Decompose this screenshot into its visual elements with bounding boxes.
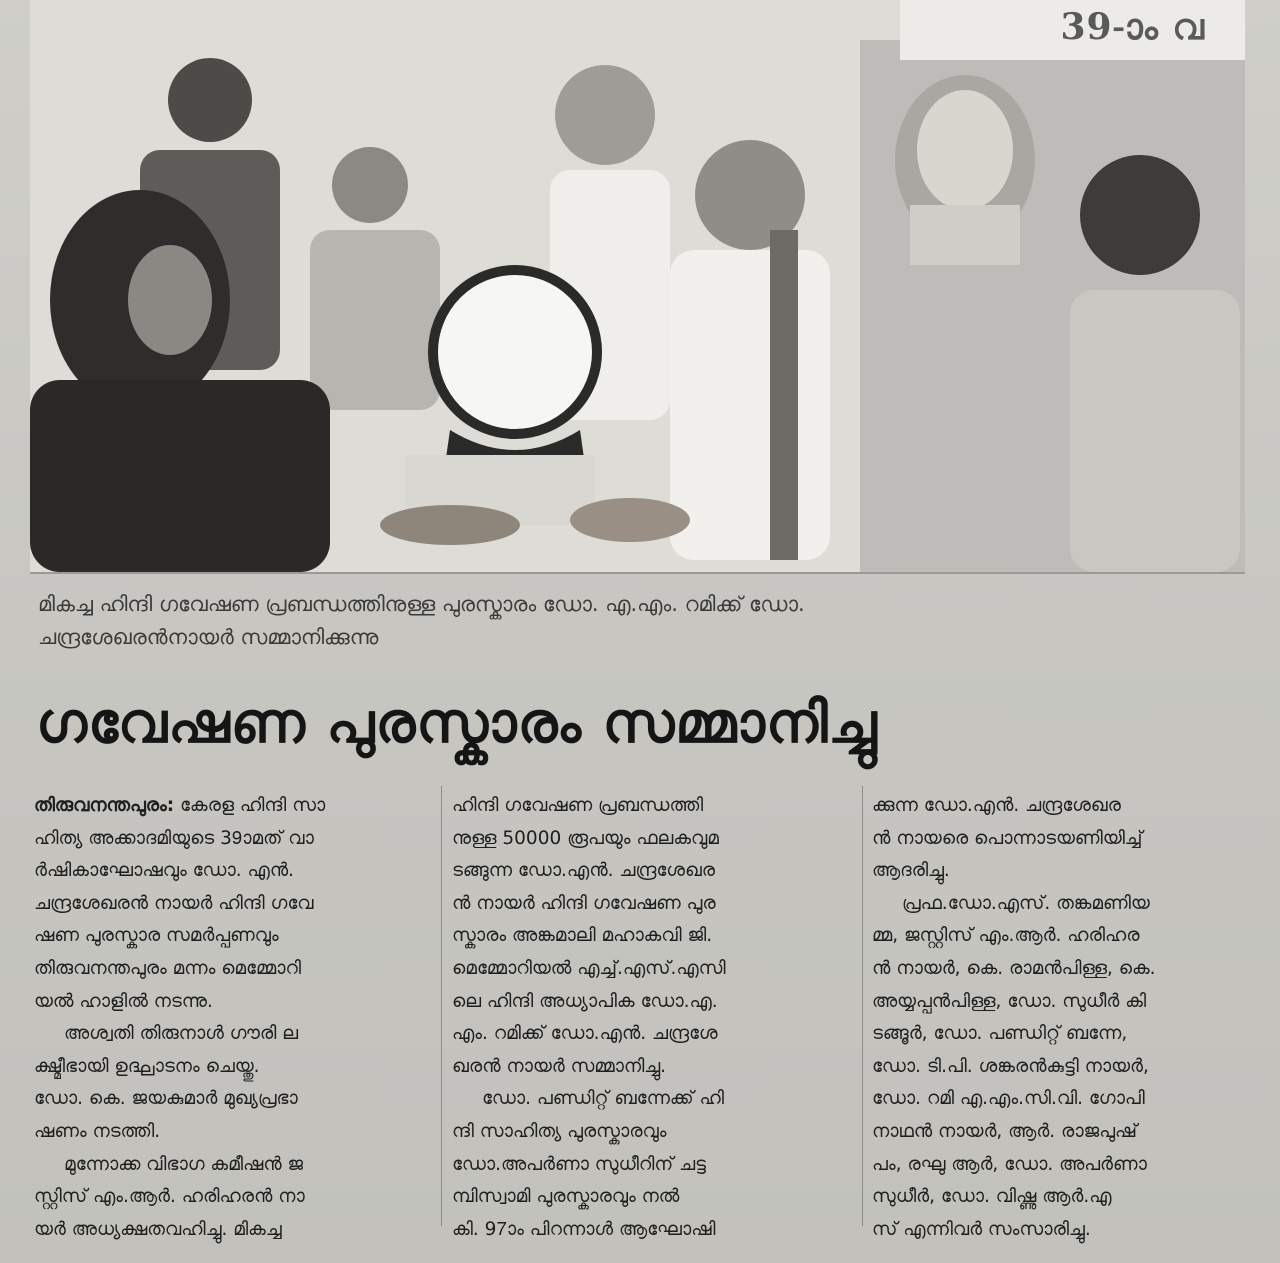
- text-line: മുന്നോക്ക വിഭാഗ കമീഷൻ ജ: [64, 1153, 304, 1175]
- article-column-2: [452, 790, 857, 1246]
- text-line: ന്ദി സാഹിത്യ പുരസ്കാരവും: [452, 1120, 667, 1142]
- text-line: മ്പിസ്വാമി പുരസ്കാരവും നൽ: [452, 1186, 680, 1208]
- text-line: ഹിന്ദി ഗവേഷണ പ്രബന്ധത്തി: [452, 795, 704, 816]
- text-line: ൻ നായർ ഹിന്ദി ഗവേഷണ പുര: [452, 892, 716, 914]
- text-line: അശ്വതി തിരുനാൾ ഗൗരി ല: [64, 1023, 299, 1045]
- text-line: സ് എന്നിവർ സംസാരിച്ചു.: [872, 1218, 1091, 1240]
- text-line: ക്ഷ്മീഭായി ഉദ്ഘാടനം ചെയ്തു.: [34, 1055, 260, 1077]
- caption-line: ചന്ദ്രശേഖരൻനായർ സമ്മാനിക്കുന്നു: [38, 625, 379, 649]
- article-column-1: [34, 790, 434, 1246]
- text-line: ഡോ. കെ. ജയകുമാർ മുഖ്യപ്രഭാ: [34, 1088, 298, 1110]
- text-line: എം. റമിക്ക് ഡോ.എൻ. ചന്ദ്രശേ: [452, 1023, 718, 1045]
- text-line: [34, 790, 434, 823]
- text-line: ആദരിച്ചു.: [872, 860, 950, 882]
- text-line: സ്റ്റിസ് എം.ആർ. ഹരിഹരൻ നാ: [34, 1186, 305, 1208]
- text-line: ർഷികാഘോഷവും ഡോ. എൻ.: [34, 860, 295, 882]
- text-line: ഡോ. ടി.പി. ശങ്കരൻകുട്ടി നായർ,: [872, 1055, 1149, 1077]
- text-line: യർ അധ്യക്ഷതവഹിച്ചു. മികച്ച: [34, 1218, 282, 1240]
- caption-line: മികച്ച ഹിന്ദി ഗവേഷണ പ്രബന്ധത്തിനുള്ള പുരസ്കാരം ഡോ. എ.എം. റമിക്ക് ഡോ.: [38, 592, 805, 616]
- news-photo: [30, 0, 1245, 574]
- headline: ഗവേഷണ പുരസ്കാരം സമ്മാനിച്ചു: [36, 691, 878, 756]
- text-line: ഹിത്യ അക്കാദമിയുടെ 39ാമത് വാ: [34, 827, 314, 849]
- text-line: ക്കുന്ന ഡോ.എൻ. ചന്ദ്രശേഖര: [872, 795, 1121, 816]
- text-line: ഷണം നടത്തി.: [34, 1120, 161, 1142]
- text-line: ഷണ പുരസ്കാര സമർപ്പണവും: [34, 925, 279, 947]
- photo-caption: [38, 588, 1248, 654]
- award-ceremony-photo: [30, 0, 1245, 572]
- text-line: തിരുവനന്തപുരം മന്നം മെമ്മോറി: [34, 957, 302, 979]
- column-divider: [441, 786, 442, 1226]
- text-line: ചന്ദ്രശേഖരൻ നായർ ഹിന്ദി ഗവേ: [34, 892, 314, 914]
- text-line: മ്മ, ജസ്റ്റിസ് എം.ആർ. ഹരിഹര: [872, 925, 1140, 947]
- column-divider: [862, 786, 863, 1226]
- text-line: ടങ്ങുന്ന ഡോ.എൻ. ചന്ദ്രശേഖര: [452, 860, 716, 882]
- text-line: നാഥൻ നായർ, ആർ. രാജപുഷ്: [872, 1120, 1138, 1142]
- article-column-3: [872, 790, 1267, 1246]
- text-line: മെമ്മോറിയൽ എച്ച്.എസ്.എസി: [452, 957, 726, 979]
- text-line: പ്രഫ.ഡോ.എസ്. തങ്കമണിയ: [902, 892, 1150, 914]
- dateline: തിരുവനന്തപുരം:: [34, 795, 175, 816]
- text-line: പം, രഘു ആർ, ഡോ. അപർണാ: [872, 1153, 1147, 1175]
- text-line: ൻ നായരെ പൊന്നാടയണിയിച്ച്: [872, 827, 1143, 849]
- text-line: ഖരൻ നായർ സമ്മാനിച്ചു.: [452, 1055, 667, 1077]
- text-line: ഡോ. റമി എ.എം.സി.വി. ഗോപി: [872, 1088, 1145, 1110]
- text-line: ഡോ.അപർണാ സുധീറിന് ചട്ട: [452, 1153, 706, 1175]
- text-line: ടങ്ങൂർ, ഡോ. പണ്ഡിറ്റ് ബന്നേ,: [872, 1023, 1128, 1045]
- text-line: ഡോ. പണ്ഡിറ്റ് ബന്നേക്ക് ഹി: [482, 1088, 725, 1110]
- text-line: സ്കാരം അങ്കമാലി മഹാകവി ജി.: [452, 925, 713, 947]
- text-line: യൽ ഹാളിൽ നടന്നു.: [34, 990, 213, 1012]
- text-fragment: കേരള ഹിന്ദി സാ: [174, 795, 326, 816]
- text-line: അയ്യപ്പൻപിള്ള, ഡോ. സുധീർ കി: [872, 990, 1147, 1012]
- text-line: നുള്ള 50000 രൂപയും ഫലകവുമ: [452, 827, 719, 849]
- text-line: ൻ നായർ, കെ. രാമൻപിള്ള, കെ.: [872, 957, 1156, 979]
- text-line: ലെ ഹിന്ദി അധ്യാപിക ഡോ.എ.: [452, 990, 718, 1012]
- text-line: സുധീർ, ഡോ. വിഷ്ണു ആർ.എ: [872, 1186, 1112, 1208]
- banner-text: 39-ാം വ: [1060, 6, 1205, 48]
- text-line: കി. 97ാം പിറന്നാൾ ആഘോഷി: [452, 1218, 716, 1240]
